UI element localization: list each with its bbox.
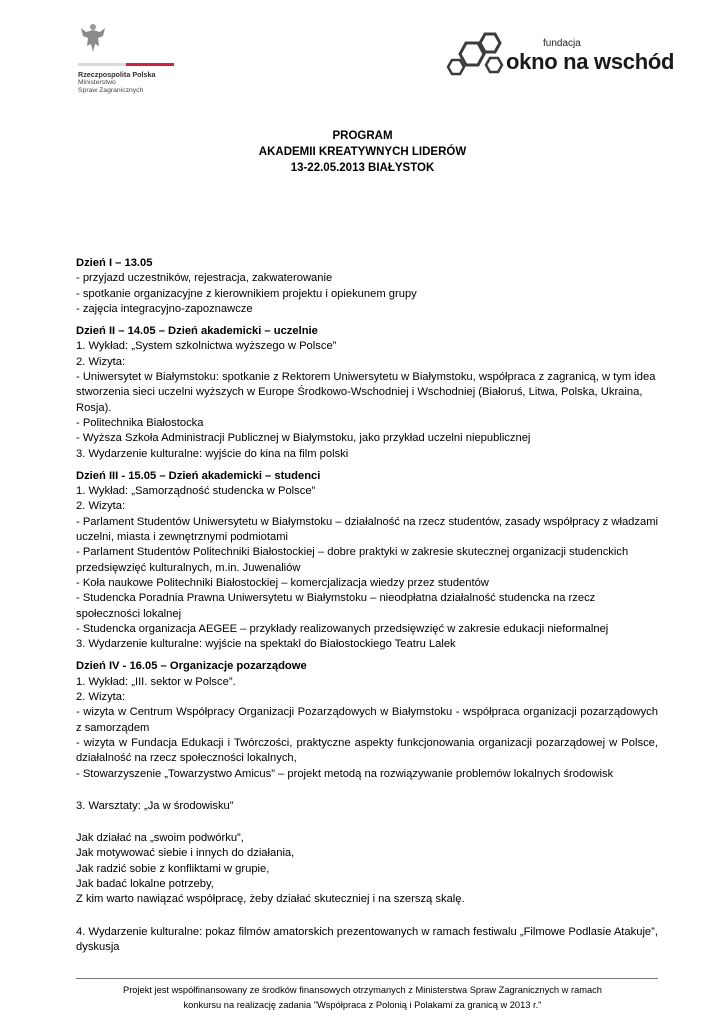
hexagon-cluster-icon (446, 30, 510, 80)
ministry-line-3: Spraw Zagranicznych (78, 87, 144, 94)
eagle-emblem-icon (80, 22, 106, 54)
foundation-label: fundacja (543, 38, 581, 49)
day-4-line: 1. Wykład: „III. sektor w Polsce”. (76, 675, 236, 688)
workshop-question: Z kim warto nawiązać współpracę, żeby działać skuteczniej i na szerszą skalę. (76, 893, 465, 906)
day-4-line: - Stowarzyszenie „Towarzystwo Amicus” – projekt metodą na rozwiązywanie problemów lokalnych środowisk (76, 767, 614, 780)
program-body (76, 256, 658, 955)
footer-divider (76, 978, 658, 979)
day-4-section (76, 659, 658, 955)
foundation-name: okno na wschód (506, 49, 675, 74)
day-4-line: 2. Wizyta: (76, 691, 126, 704)
day-3-heading: Dzień III - 15.05 – Dzień akademicki – studenci (76, 469, 321, 482)
foundation-logo (446, 30, 676, 80)
day-3-line: - Koła naukowe Politechniki Białostockiej – komercjalizacja wiedzy przez studentów (76, 576, 489, 589)
ministry-line-1: Rzeczpospolita Polska (78, 70, 156, 79)
day-3-line: - Studencka organizacja AEGEE – przykłady realizowanych przedsięwzięć w zakresie edukacji nieformalnej (76, 622, 609, 635)
title-line-1: PROGRAM (332, 130, 393, 142)
workshop-question: Jak motywować siebie i innych do działania, (76, 847, 295, 860)
workshop-question: Jak radzić sobie z konfliktami w grupie, (76, 862, 270, 875)
flag-bar (78, 63, 174, 66)
day-2-line: - Politechnika Białostocka (76, 416, 204, 429)
ministry-line-2: Ministerstwo (78, 79, 116, 86)
day-2-line: 2. Wizyta: (76, 355, 126, 368)
day-4-event: 4. Wydarzenie kulturalne: pokaz filmów amatorskich prezentowanych w ramach festiwalu „Filmowe Podlasie Atakuje”, dyskusja (76, 925, 658, 953)
day-1-line: - spotkanie organizacyjne z kierownikiem projektu i opiekunem grupy (76, 287, 417, 300)
day-3-line: - Parlament Studentów Politechniki Białostockiej – dobre praktyki w zakresie skutecznej organizacji studenckich przedsięwzięć kulturalnych, m.in. Juwenaliów (76, 546, 629, 574)
day-3-section (76, 469, 658, 653)
day-2-heading: Dzień II – 14.05 – Dzień akademicki – uczelnie (76, 325, 318, 338)
workshop-question: Jak badać lokalne potrzeby, (76, 877, 214, 890)
footer-line-2: konkursu na realizację zadania "Współpraca z Polonią i Polakami za granicą w 2013 r." (183, 999, 542, 1010)
day-1-section (76, 256, 658, 317)
day-3-line: 2. Wizyta: (76, 500, 126, 513)
day-3-line: 3. Wydarzenie kulturalne: wyjście na spektakl do Białostockiego Teatru Lalek (76, 638, 456, 651)
day-4-heading: Dzień IV - 16.05 – Organizacje pozarządowe (76, 660, 307, 673)
day-2-section (76, 324, 658, 462)
footer-line-1: Projekt jest współfinansowany ze środków finansowych otrzymanych z Ministerstwa Spraw Zagranicznych w ramach (123, 985, 602, 995)
day-2-line: - Wyższa Szkoła Administracji Publicznej w Białymstoku, jako przykład uczelni niepublicznej (76, 432, 531, 445)
day-1-line: - przyjazd uczestników, rejestracja, zakwaterowanie (76, 272, 333, 285)
ministry-logo (78, 22, 178, 95)
title-line-3: 13-22.05.2013 BIAŁYSTOK (290, 162, 435, 174)
day-4-workshop: 3. Warsztaty: „Ja w środowisku” (76, 799, 234, 812)
title-line-2: AKADEMII KREATYWNYCH LIDERÓW (258, 146, 467, 158)
day-2-line: 3. Wydarzenie kulturalne: wyjście do kina na film polski (76, 447, 349, 460)
day-1-line: - zajęcia integracyjno-zapoznawcze (76, 302, 253, 315)
day-2-line: - Uniwersytet w Białymstoku: spotkanie z Rektorem Uniwersytetu w Białymstoku, współpraca z zagranicą, w tym idea stworzenia sieci uczelni wyższych w Europe Środkowo-Wschodniej i Wschodniej (Białoruś, Litwa, Polska, Ukraina, Rosja). (76, 371, 656, 414)
day-2-line: 1. Wykład: „System szkolnictwa wyższego w Polsce” (76, 340, 337, 353)
day-3-line: 1. Wykład: „Samorządność studencka w Polsce” (76, 485, 316, 498)
workshop-question: Jak działać na „swoim podwórku”, (76, 832, 244, 845)
footer-note (60, 983, 665, 1012)
day-3-line: - Parlament Studentów Uniwersytetu w Białymstoku – działalność na rzecz studentów, zasady współpracy z władzami uczelni, miasta i zewnętrznymi podmiotami (76, 515, 659, 544)
day-3-line: - Studencka Poradnia Prawna Uniwersytetu w Białymstoku – nieodpłatna działalność studencka na rzecz społeczności lokalnej (76, 592, 596, 620)
document-title (0, 128, 725, 176)
day-4-line: - wizyta w Fundacja Edukacji i Twórczości, praktyczne aspekty funkcjonowania organizacji pozarządowej w Polsce, działalność na rzecz społeczności lokalnych, (76, 736, 658, 765)
day-4-line: - wizyta w Centrum Współpracy Organizacji Pozarządowych w Białymstoku - współpraca organizacji pozarządowych z samorządem (76, 706, 658, 734)
day-1-heading: Dzień I – 13.05 (76, 257, 153, 269)
